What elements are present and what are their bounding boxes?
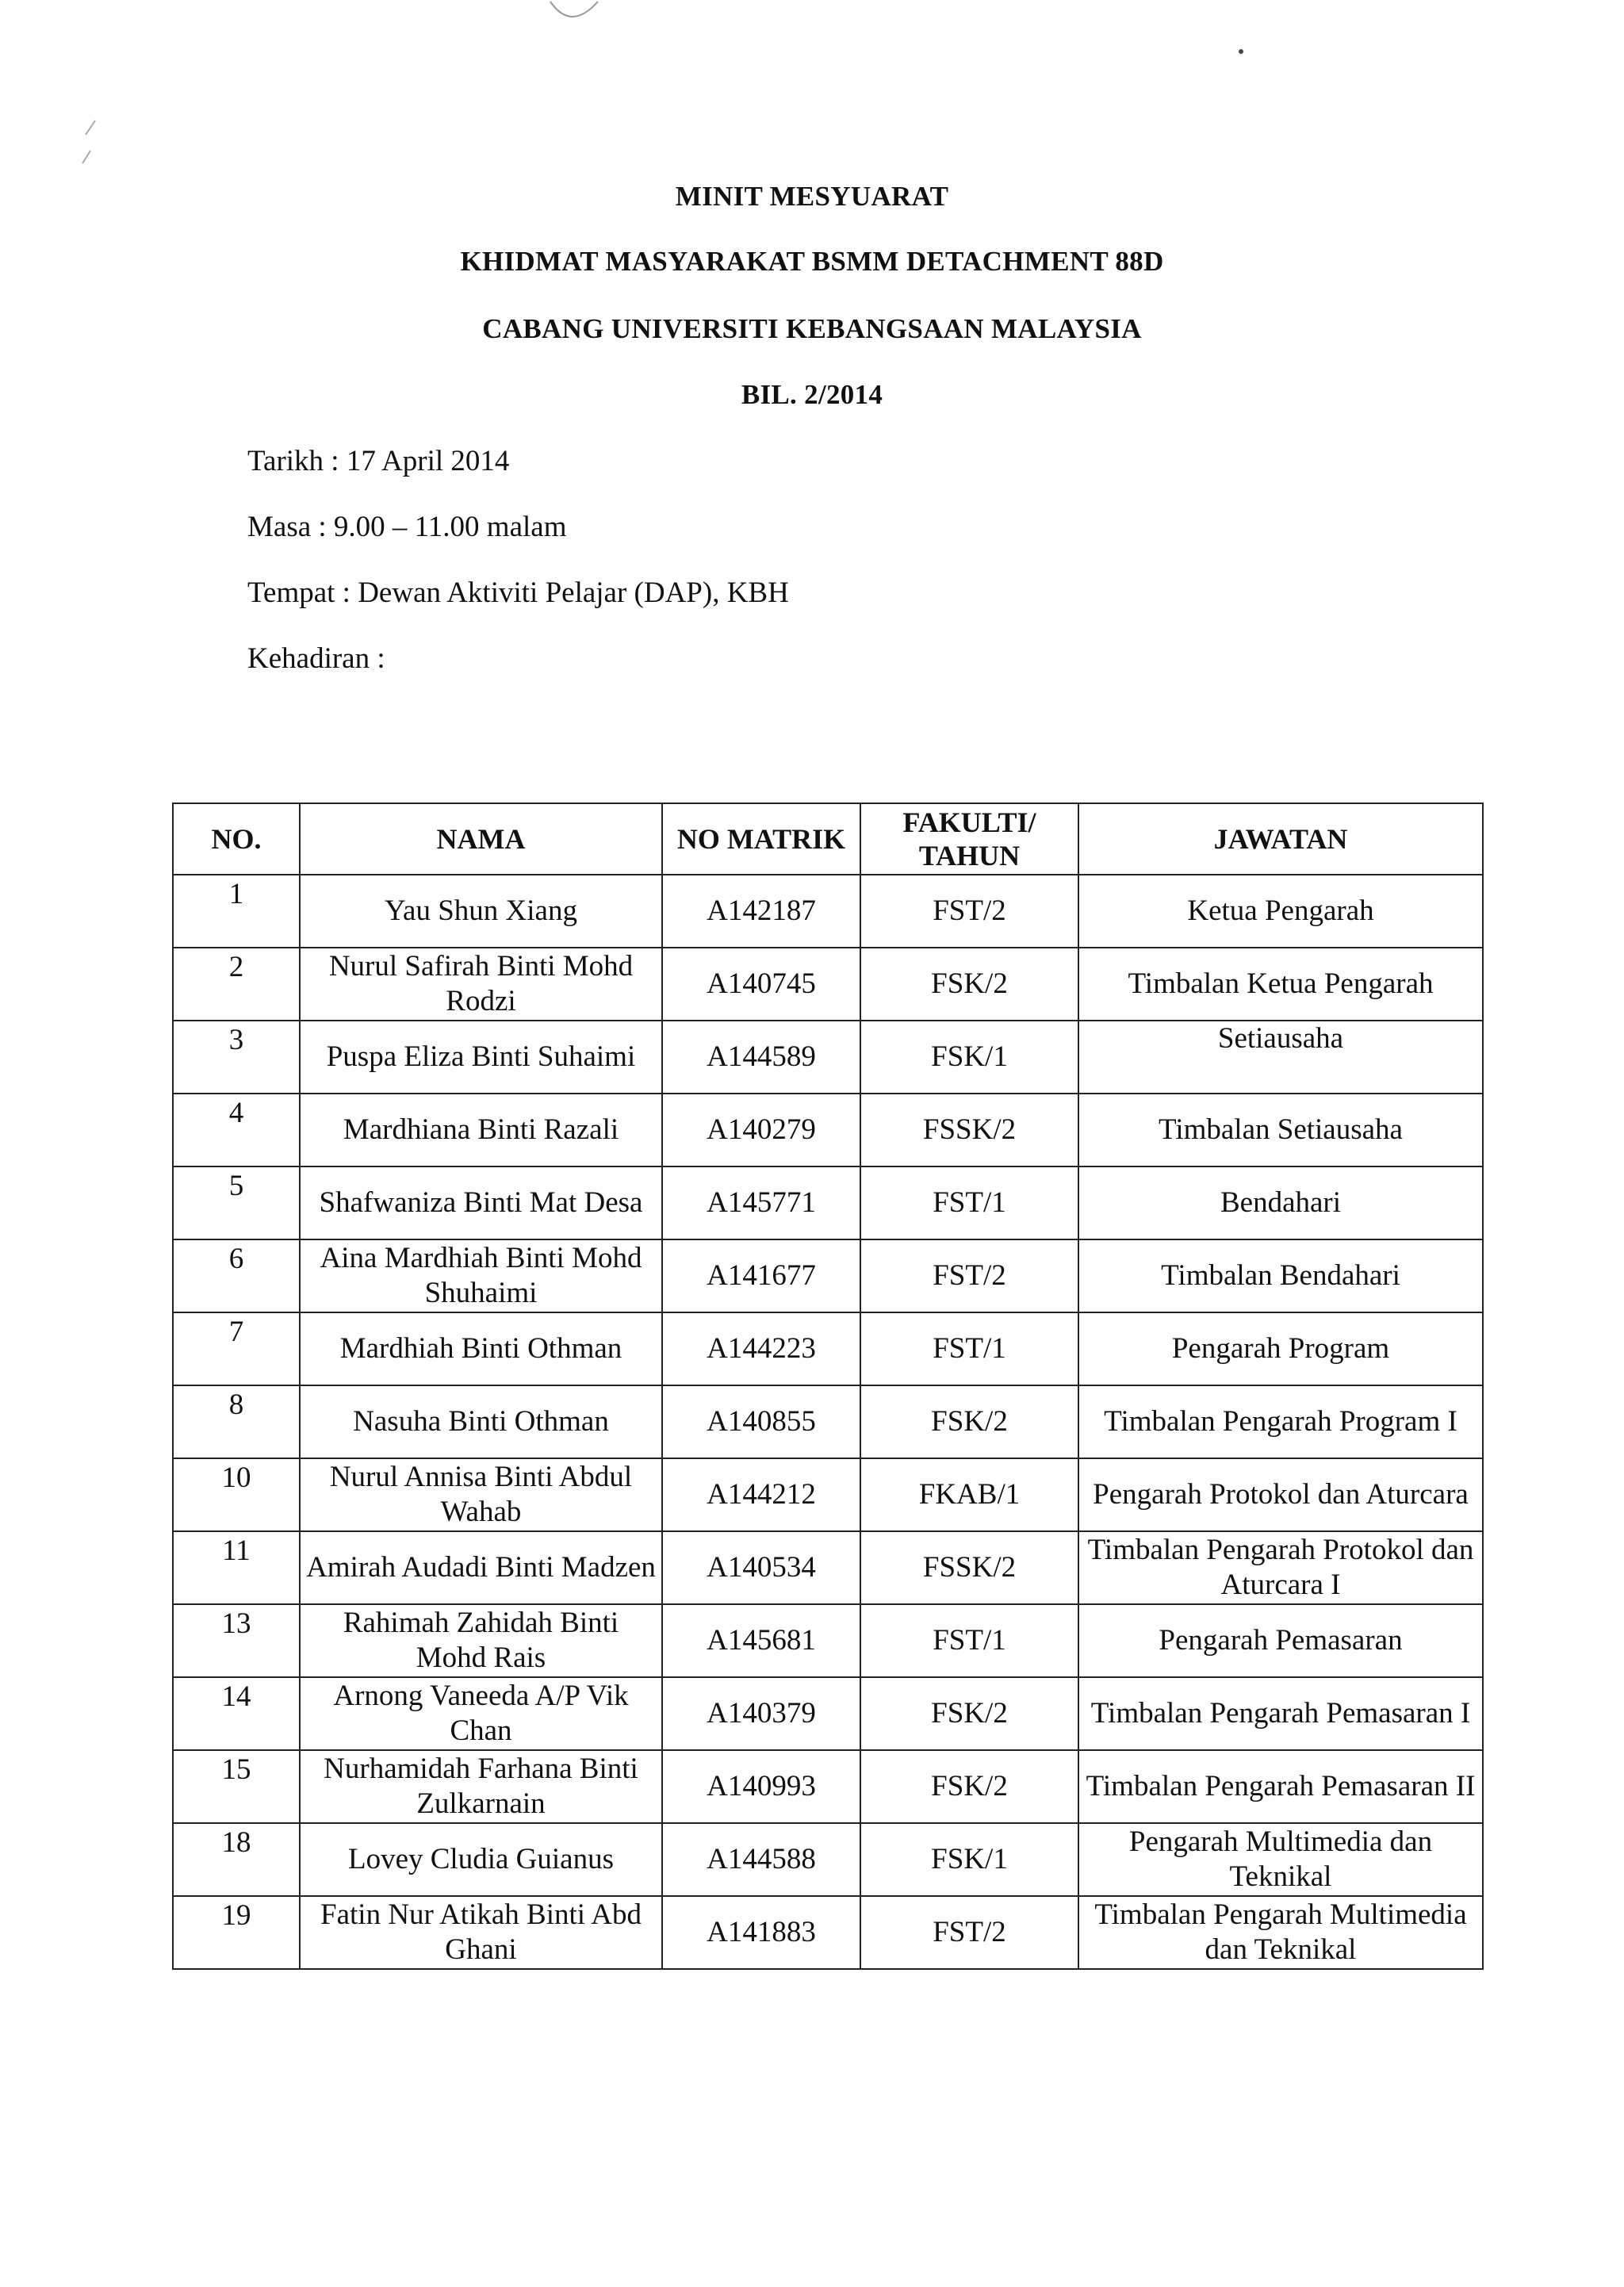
cell-fakulti: FSSK/2 bbox=[860, 1531, 1078, 1604]
cell-fakulti: FST/2 bbox=[860, 1239, 1078, 1312]
cell-nama: Mardhiana Binti Razali bbox=[300, 1094, 662, 1166]
table-row bbox=[173, 1604, 1483, 1677]
cell-no: 18 bbox=[173, 1823, 300, 1896]
cell-fakulti: FSK/1 bbox=[860, 1021, 1078, 1094]
cell-matrik: A140379 bbox=[662, 1677, 860, 1750]
table-row bbox=[173, 948, 1483, 1021]
table-row bbox=[173, 1458, 1483, 1531]
cell-nama: Nurul Safirah Binti Mohd Rodzi bbox=[300, 948, 662, 1021]
header-fakulti-tahun: FAKULTI/ TAHUN bbox=[860, 803, 1078, 875]
cell-jawatan: Timbalan Ketua Pengarah bbox=[1078, 948, 1483, 1021]
cell-nama: Nurul Annisa Binti Abdul Wahab bbox=[300, 1458, 662, 1531]
cell-nama: Aina Mardhiah Binti Mohd Shuhaimi bbox=[300, 1239, 662, 1312]
table-row bbox=[173, 1239, 1483, 1312]
cell-no: 13 bbox=[173, 1604, 300, 1677]
cell-no: 8 bbox=[173, 1385, 300, 1458]
cell-matrik: A141883 bbox=[662, 1896, 860, 1969]
meeting-place: Tempat : Dewan Aktiviti Pelajar (DAP), KBH bbox=[247, 577, 789, 609]
cell-nama: Shafwaniza Binti Mat Desa bbox=[300, 1166, 662, 1239]
cell-nama: Nasuha Binti Othman bbox=[300, 1385, 662, 1458]
cell-jawatan: Timbalan Setiausaha bbox=[1078, 1094, 1483, 1166]
meeting-time: Masa : 9.00 – 11.00 malam bbox=[247, 511, 567, 543]
cell-matrik: A144588 bbox=[662, 1823, 860, 1896]
cell-no: 1 bbox=[173, 875, 300, 948]
cell-matrik: A142187 bbox=[662, 875, 860, 948]
cell-matrik: A144589 bbox=[662, 1021, 860, 1094]
cell-jawatan: Pengarah Program bbox=[1078, 1312, 1483, 1385]
table-row bbox=[173, 1750, 1483, 1823]
cell-fakulti: FST/1 bbox=[860, 1166, 1078, 1239]
cell-fakulti: FST/1 bbox=[860, 1312, 1078, 1385]
meeting-date: Tarikh : 17 April 2014 bbox=[247, 445, 510, 477]
header-no-matrik: NO MATRIK bbox=[662, 803, 860, 875]
cell-no: 5 bbox=[173, 1166, 300, 1239]
table-row bbox=[173, 875, 1483, 948]
table-row bbox=[173, 1896, 1483, 1969]
cell-fakulti: FSK/2 bbox=[860, 1677, 1078, 1750]
cell-matrik: A145771 bbox=[662, 1166, 860, 1239]
doc-title-cabang: CABANG UNIVERSITI KEBANGSAAN MALAYSIA bbox=[482, 313, 1142, 344]
cell-no: 19 bbox=[173, 1896, 300, 1969]
cell-jawatan: Pengarah Pemasaran bbox=[1078, 1604, 1483, 1677]
doc-title-khidmat: KHIDMAT MASYARAKAT BSMM DETACHMENT 88D bbox=[460, 246, 1164, 277]
table-row bbox=[173, 1823, 1483, 1896]
cell-jawatan: Pengarah Multimedia dan Teknikal bbox=[1078, 1823, 1483, 1896]
cell-fakulti: FSSK/2 bbox=[860, 1094, 1078, 1166]
cell-matrik: A144223 bbox=[662, 1312, 860, 1385]
cell-matrik: A144212 bbox=[662, 1458, 860, 1531]
cell-nama: Puspa Eliza Binti Suhaimi bbox=[300, 1021, 662, 1094]
cell-fakulti: FSK/2 bbox=[860, 1750, 1078, 1823]
cell-jawatan: Timbalan Pengarah Pemasaran I bbox=[1078, 1677, 1483, 1750]
cell-no: 10 bbox=[173, 1458, 300, 1531]
doc-title-bil: BIL. 2/2014 bbox=[741, 379, 883, 410]
cell-jawatan: Timbalan Pengarah Pemasaran II bbox=[1078, 1750, 1483, 1823]
cell-jawatan: Setiausaha bbox=[1078, 1021, 1483, 1094]
table-row bbox=[173, 1385, 1483, 1458]
cell-nama: Fatin Nur Atikah Binti Abd Ghani bbox=[300, 1896, 662, 1969]
header-nama: NAMA bbox=[300, 803, 662, 875]
cell-jawatan: Timbalan Bendahari bbox=[1078, 1239, 1483, 1312]
cell-no: 15 bbox=[173, 1750, 300, 1823]
table-row bbox=[173, 1312, 1483, 1385]
cell-nama: Arnong Vaneeda A/P Vik Chan bbox=[300, 1677, 662, 1750]
cell-matrik: A145681 bbox=[662, 1604, 860, 1677]
cell-matrik: A140855 bbox=[662, 1385, 860, 1458]
cell-nama: Lovey Cludia Guianus bbox=[300, 1823, 662, 1896]
cell-no: 6 bbox=[173, 1239, 300, 1312]
scan-mark-top bbox=[547, 0, 603, 24]
cell-matrik: A140279 bbox=[662, 1094, 860, 1166]
doc-title-minit: MINIT MESYUARAT bbox=[675, 181, 949, 212]
cell-jawatan: Timbalan Pengarah Program I bbox=[1078, 1385, 1483, 1458]
header-jawatan: JAWATAN bbox=[1078, 803, 1483, 875]
table-row bbox=[173, 1677, 1483, 1750]
cell-fakulti: FSK/2 bbox=[860, 1385, 1078, 1458]
cell-matrik: A141677 bbox=[662, 1239, 860, 1312]
scan-mark-left bbox=[79, 119, 103, 167]
cell-jawatan: Pengarah Protokol dan Aturcara bbox=[1078, 1458, 1483, 1531]
cell-fakulti: FKAB/1 bbox=[860, 1458, 1078, 1531]
table-row bbox=[173, 1166, 1483, 1239]
cell-fakulti: FST/2 bbox=[860, 1896, 1078, 1969]
cell-fakulti: FST/2 bbox=[860, 875, 1078, 948]
cell-matrik: A140993 bbox=[662, 1750, 860, 1823]
header-no: NO. bbox=[173, 803, 300, 875]
scan-dot-right bbox=[1237, 48, 1245, 56]
cell-matrik: A140534 bbox=[662, 1531, 860, 1604]
cell-no: 3 bbox=[173, 1021, 300, 1094]
table-row bbox=[173, 1531, 1483, 1604]
cell-no: 4 bbox=[173, 1094, 300, 1166]
cell-nama: Amirah Audadi Binti Madzen bbox=[300, 1531, 662, 1604]
cell-jawatan: Ketua Pengarah bbox=[1078, 875, 1483, 948]
cell-no: 7 bbox=[173, 1312, 300, 1385]
cell-fakulti: FST/1 bbox=[860, 1604, 1078, 1677]
cell-no: 11 bbox=[173, 1531, 300, 1604]
cell-nama: Yau Shun Xiang bbox=[300, 875, 662, 948]
cell-no: 14 bbox=[173, 1677, 300, 1750]
cell-jawatan: Timbalan Pengarah Protokol dan Aturcara I bbox=[1078, 1531, 1483, 1604]
cell-jawatan: Timbalan Pengarah Multimedia dan Teknikal bbox=[1078, 1896, 1483, 1969]
cell-nama: Rahimah Zahidah Binti Mohd Rais bbox=[300, 1604, 662, 1677]
cell-matrik: A140745 bbox=[662, 948, 860, 1021]
table-row bbox=[173, 1094, 1483, 1166]
attendance-table bbox=[172, 803, 1484, 1970]
cell-nama: Nurhamidah Farhana Binti Zulkarnain bbox=[300, 1750, 662, 1823]
table-header-row bbox=[173, 803, 1483, 875]
cell-no: 2 bbox=[173, 948, 300, 1021]
attendance-label: Kehadiran : bbox=[247, 642, 385, 675]
cell-nama: Mardhiah Binti Othman bbox=[300, 1312, 662, 1385]
cell-jawatan: Bendahari bbox=[1078, 1166, 1483, 1239]
table-row bbox=[173, 1021, 1483, 1094]
cell-fakulti: FSK/1 bbox=[860, 1823, 1078, 1896]
cell-fakulti: FSK/2 bbox=[860, 948, 1078, 1021]
